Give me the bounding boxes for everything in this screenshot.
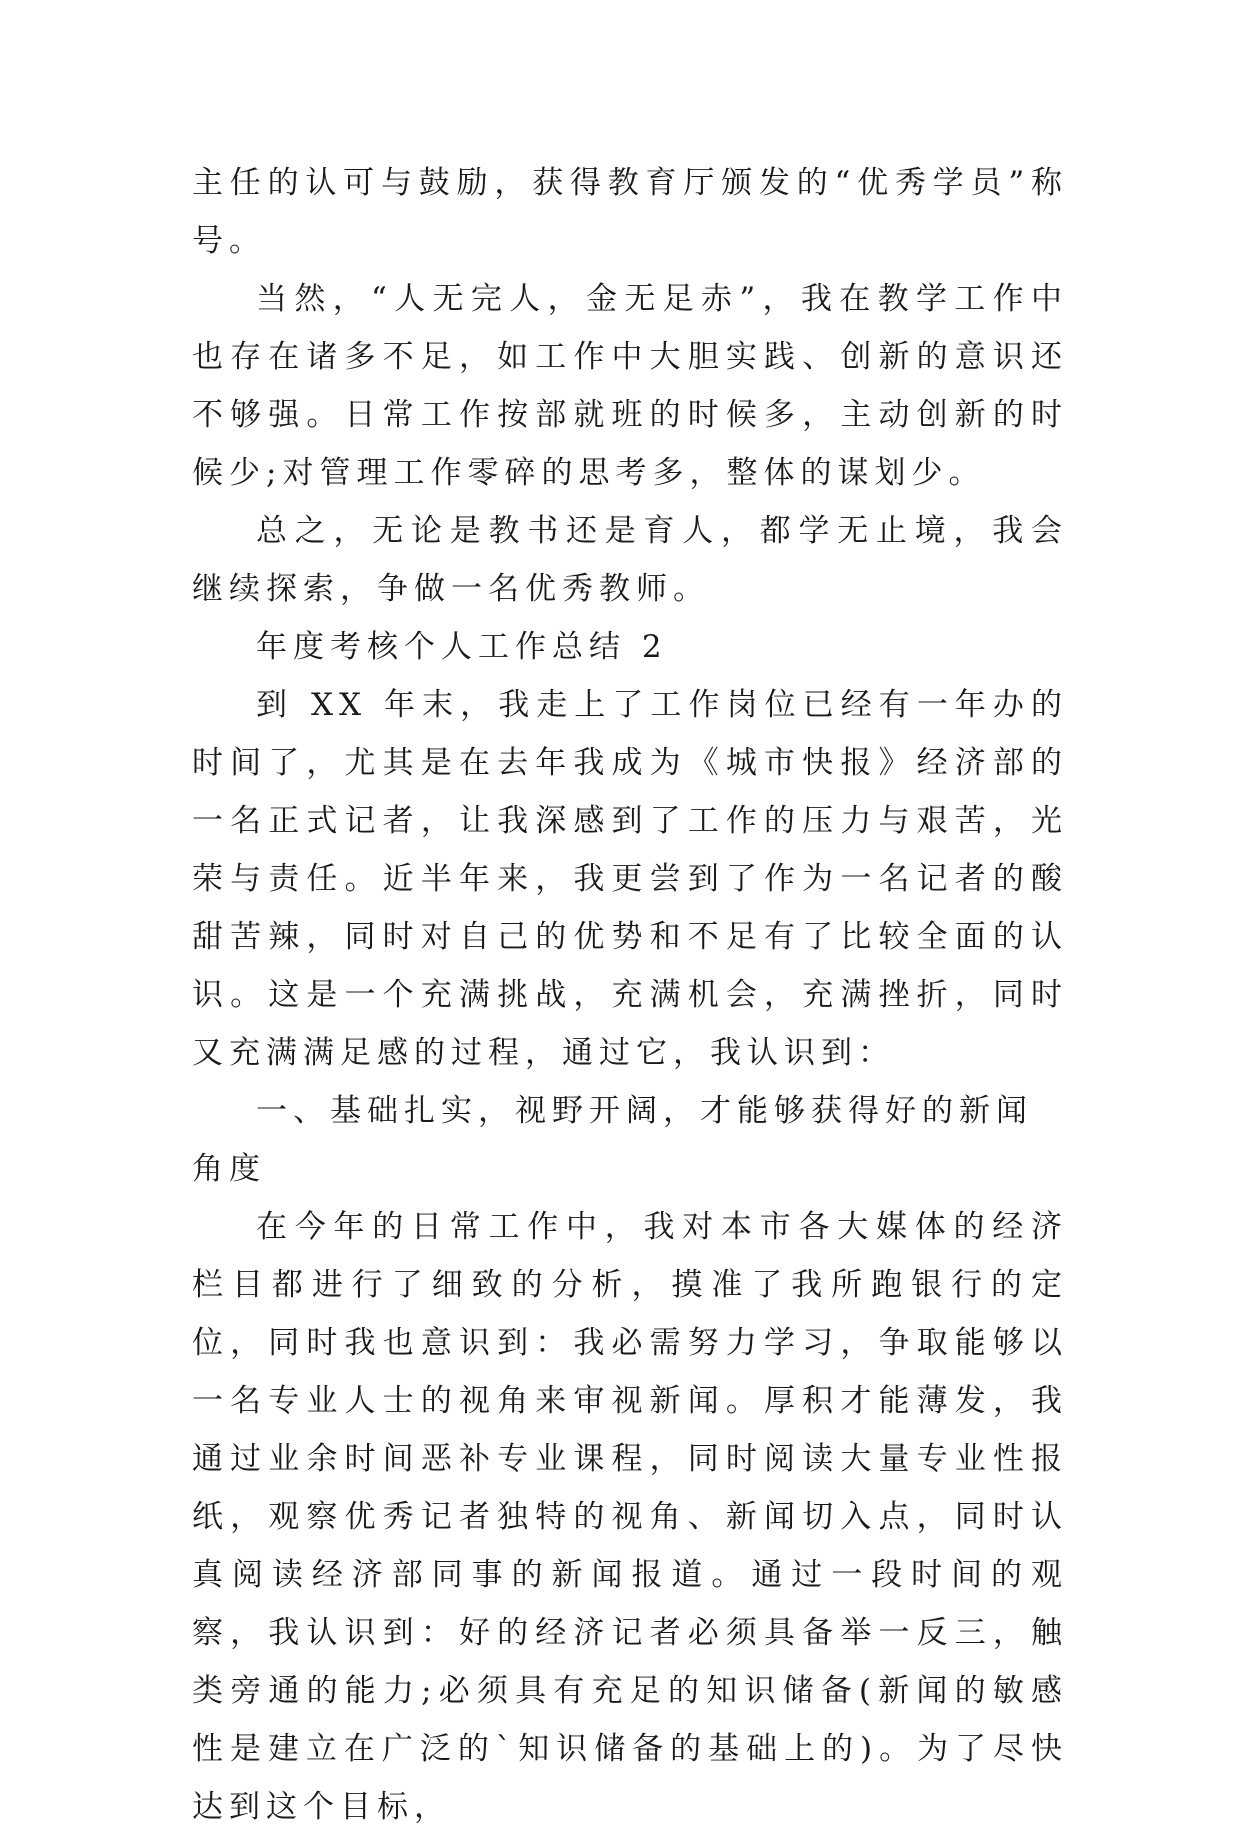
- paragraph-intro: 到 XX 年末，我走上了工作岗位已经有一年办的时间了，尤其是在去年我成为《城市快报》经济部的一名正式记者，让我深感到了工作的压力与艰苦，光荣与责任。近半年来，我更尝到了作为一名记者的酸甜苦辣，同时对自己的优势和不足有了比较全面的认识。这是一个充满挑战，充满机会，充满挫折，同时又充满满足感的过程，通过它，我认识到：: [192, 687, 1068, 1071]
- paragraph-continuation: 主任的认可与鼓励，获得教育厅颁发的“优秀学员”称号。: [192, 165, 1068, 259]
- paragraph-shortcomings: 当然，“人无完人，金无足赤”，我在教学工作中也存在诸多不足，如工作中大胆实践、创新的意识还不够强。日常工作按部就班的时候多，主动创新的时候少;对管理工作零碎的思考多，整体的谋划少。: [192, 281, 1068, 491]
- subsection-heading: 一、基础扎实，视野开阔，才能够获得好的新闻角度: [192, 1093, 1033, 1187]
- section-heading: 年度考核个人工作总结 2: [256, 629, 668, 665]
- paragraph-body: 在今年的日常工作中，我对本市各大媒体的经济栏目都进行了细致的分析，摸准了我所跑银行的定位，同时我也意识到：我必需努力学习，争取能够以一名专业人士的视角来审视新闻。厚积才能薄发，我通过业余时间恶补专业课程，同时阅读大量专业性报纸，观察优秀记者独特的视角、新闻切入点，同时认真阅读经济部同事的新闻报道。通过一段时间的观察，我认识到：好的经济记者必须具备举一反三，触类旁通的能力;必须具有充足的知识储备(新闻的敏感性是建立在广泛的`知识储备的基础上的)。为了尽快达到这个目标，: [192, 1209, 1068, 1825]
- document-body: [192, 154, 1068, 1836]
- paragraph-conclusion: 总之，无论是教书还是育人，都学无止境，我会继续探索，争做一名优秀教师。: [192, 513, 1068, 607]
